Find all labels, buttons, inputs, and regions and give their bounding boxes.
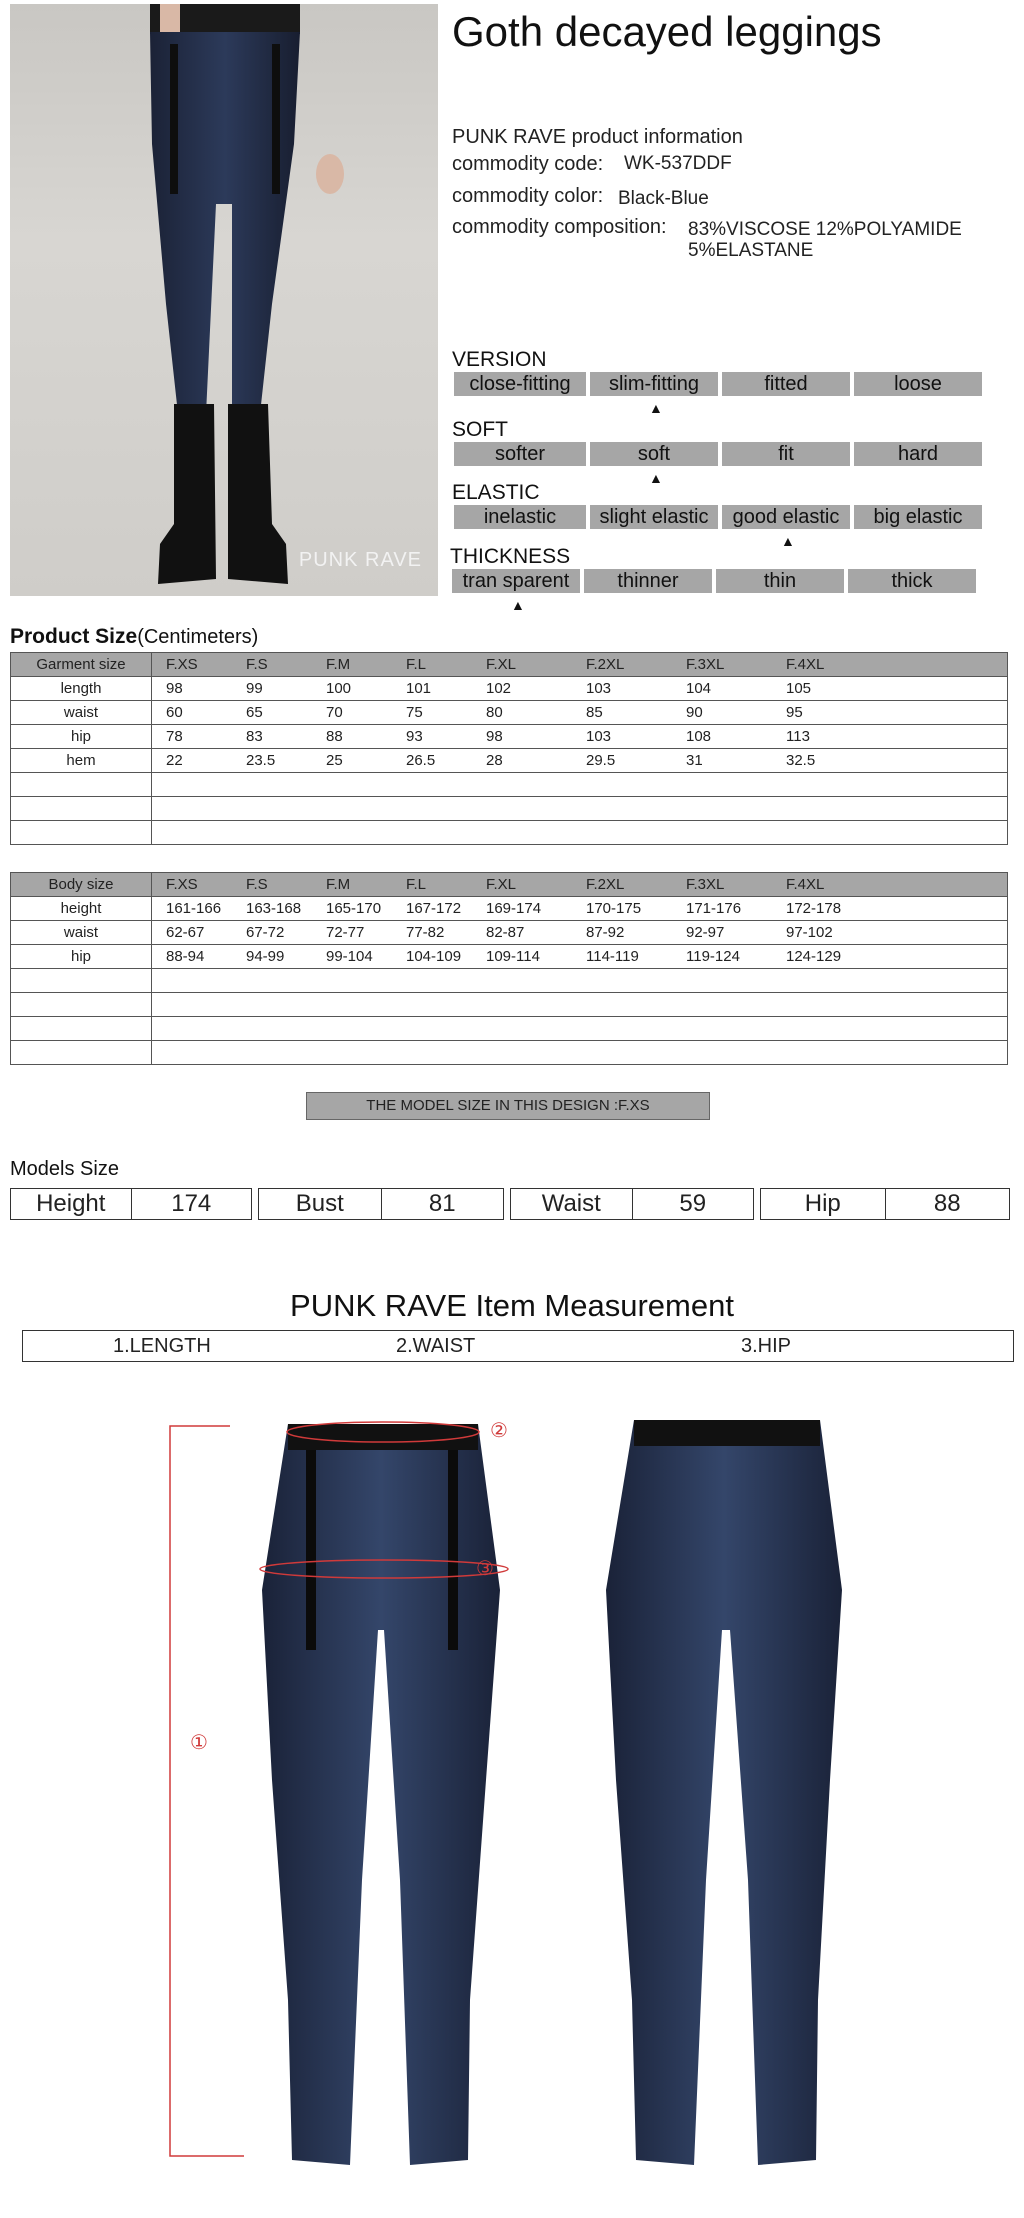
table-cell: 108 <box>686 728 712 745</box>
row-values <box>152 873 1008 897</box>
row-label: Body size <box>11 873 152 897</box>
row-label <box>11 821 152 845</box>
table-cell: 29.5 <box>586 752 616 769</box>
table-cell: 167-172 <box>406 900 462 917</box>
table-cell: 165-170 <box>326 900 382 917</box>
info-heading: PUNK RAVE product information <box>452 126 743 148</box>
row-label: hip <box>11 945 152 969</box>
row-label <box>11 773 152 797</box>
table-cell: F.M <box>326 656 351 673</box>
model-size-note: THE MODEL SIZE IN THIS DESIGN :F.XS <box>306 1092 710 1120</box>
row-values <box>152 773 1008 797</box>
model-size-bust <box>258 1188 504 1220</box>
table-cell: 105 <box>786 680 812 697</box>
table-cell: 80 <box>486 704 503 721</box>
table-cell: 67-72 <box>246 924 285 941</box>
row-values <box>152 993 1008 1017</box>
front-legging-shape <box>262 1424 500 2165</box>
row-values <box>152 945 1008 969</box>
table-cell: 169-174 <box>486 900 542 917</box>
models-size-title: Models Size <box>10 1158 119 1180</box>
table-cell: 99 <box>246 680 263 697</box>
row-values <box>152 701 1008 725</box>
table-cell: 101 <box>406 680 432 697</box>
model-size-hip <box>760 1188 1010 1220</box>
marker-hip: ③ <box>476 1558 494 1580</box>
table-cell: 90 <box>686 704 703 721</box>
row-values <box>152 969 1008 993</box>
table-cell: 104 <box>686 680 712 697</box>
product-size-title: Product Size <box>10 625 138 648</box>
table-cell: 92-97 <box>686 924 725 941</box>
table-cell: 163-168 <box>246 900 302 917</box>
model-size-label: Hip <box>761 1189 886 1219</box>
table-cell: F.XS <box>166 876 198 893</box>
table-cell: 26.5 <box>406 752 436 769</box>
scale-label-thickness: THICKNESS <box>450 545 571 568</box>
row-label <box>11 1017 152 1041</box>
hero-product-photo <box>10 4 438 596</box>
row-values <box>152 749 1008 773</box>
model-size-label: Height <box>11 1189 132 1219</box>
table-cell: 103 <box>586 728 612 745</box>
back-legging-shape <box>606 1420 842 2165</box>
table-cell: F.L <box>406 656 427 673</box>
color-value: Black-Blue <box>618 188 709 209</box>
scale-row-version <box>454 372 982 396</box>
table-row <box>11 921 1008 945</box>
scale-option: soft <box>590 442 718 466</box>
table-cell: F.2XL <box>586 876 625 893</box>
marker-length: ① <box>190 1732 208 1754</box>
table-cell: 83 <box>246 728 263 745</box>
model-size-label: Bust <box>259 1189 382 1219</box>
scale-option: good elastic <box>722 505 850 529</box>
table-row <box>11 701 1008 725</box>
table-cell: F.XL <box>486 876 517 893</box>
table-row <box>11 725 1008 749</box>
row-label <box>11 797 152 821</box>
table-cell: F.XL <box>486 656 517 673</box>
scale-option: fitted <box>722 372 850 396</box>
composition-label: commodity composition: <box>452 216 667 238</box>
scale-row-thickness <box>452 569 976 593</box>
scale-option: slight elastic <box>590 505 718 529</box>
row-label: length <box>11 677 152 701</box>
scale-option: loose <box>854 372 982 396</box>
scale-option: hard <box>854 442 982 466</box>
table-cell: F.XS <box>166 656 198 673</box>
body-size-table <box>10 872 1008 1065</box>
measurement-item-waist: 2.WAIST <box>396 1335 476 1357</box>
table-cell: 103 <box>586 680 612 697</box>
table-cell: 65 <box>246 704 263 721</box>
table-cell: 93 <box>406 728 423 745</box>
scale-option: thinner <box>584 569 712 593</box>
table-cell: 78 <box>166 728 183 745</box>
table-cell: 114-119 <box>586 948 639 965</box>
row-values <box>152 653 1008 677</box>
measurement-item-hip: 3.HIP <box>741 1335 792 1357</box>
table-cell: 171-176 <box>686 900 742 917</box>
brand-watermark: PUNK RAVE <box>298 549 422 571</box>
table-row <box>11 821 1008 845</box>
table-cell: 60 <box>166 704 183 721</box>
row-label: waist <box>11 701 152 725</box>
scale-label-elastic: ELASTIC <box>452 481 540 504</box>
table-row <box>11 1017 1008 1041</box>
scale-selected-marker: ▲ <box>781 533 795 549</box>
row-values <box>152 677 1008 701</box>
table-cell: F.4XL <box>786 876 825 893</box>
row-label <box>11 993 152 1017</box>
table-row <box>11 897 1008 921</box>
model-size-value: 81 <box>428 1190 456 1217</box>
product-size-header-row <box>11 653 1008 677</box>
table-cell: 28 <box>486 752 503 769</box>
scale-option: inelastic <box>454 505 586 529</box>
table-cell: 100 <box>326 680 352 697</box>
table-cell: 87-92 <box>586 924 625 941</box>
table-cell: 161-166 <box>166 900 222 917</box>
table-cell: 72-77 <box>326 924 365 941</box>
color-label: commodity color: <box>452 185 604 207</box>
table-cell: F.3XL <box>686 656 725 673</box>
scale-option: close-fitting <box>454 372 586 396</box>
table-cell: F.2XL <box>586 656 625 673</box>
table-cell: F.M <box>326 876 351 893</box>
row-values <box>152 1041 1008 1065</box>
scale-label-version: VERSION <box>452 348 547 371</box>
model-size-waist <box>510 1188 754 1220</box>
scale-selected-marker: ▲ <box>649 470 663 486</box>
table-cell: 113 <box>786 728 810 745</box>
table-cell: 77-82 <box>406 924 445 941</box>
table-cell: 25 <box>326 752 343 769</box>
scale-option: thick <box>848 569 976 593</box>
model-size-height <box>10 1188 252 1220</box>
code-label: commodity code: <box>452 153 604 175</box>
row-values <box>152 725 1008 749</box>
table-cell: 82-87 <box>486 924 525 941</box>
table-cell: F.S <box>246 656 268 673</box>
model-size-value: 59 <box>679 1190 707 1217</box>
model-size-value: 88 <box>933 1190 961 1217</box>
measurement-diagram <box>0 1380 1024 2180</box>
row-values <box>152 897 1008 921</box>
row-label: hip <box>11 725 152 749</box>
table-cell: F.S <box>246 876 268 893</box>
scale-option: fit <box>722 442 850 466</box>
model-size-label: Waist <box>511 1189 633 1219</box>
table-cell: 88 <box>326 728 343 745</box>
table-row <box>11 773 1008 797</box>
product-size-unit: (Centimeters) <box>137 626 259 648</box>
table-cell: 75 <box>406 704 423 721</box>
table-cell: 170-175 <box>586 900 642 917</box>
table-cell: 98 <box>166 680 183 697</box>
table-cell: 32.5 <box>786 752 816 769</box>
model-size-value: 174 <box>171 1190 212 1217</box>
marker-waist: ② <box>490 1420 508 1442</box>
scale-option: slim-fitting <box>590 372 718 396</box>
scale-option: softer <box>454 442 586 466</box>
measurement-items-bar <box>22 1330 1014 1362</box>
scale-label-soft: SOFT <box>452 418 508 441</box>
table-cell: 31 <box>686 752 703 769</box>
row-values <box>152 921 1008 945</box>
row-values <box>152 821 1008 845</box>
scale-selected-marker: ▲ <box>511 597 525 613</box>
table-row <box>11 797 1008 821</box>
scale-option: thin <box>716 569 844 593</box>
scale-option: big elastic <box>854 505 982 529</box>
table-cell: 109-114 <box>486 948 540 965</box>
row-label: hem <box>11 749 152 773</box>
table-cell: 172-178 <box>786 900 842 917</box>
table-row <box>11 969 1008 993</box>
row-label: waist <box>11 921 152 945</box>
row-values <box>152 1017 1008 1041</box>
table-cell: F.4XL <box>786 656 825 673</box>
scale-option: tran sparent <box>452 569 580 593</box>
table-row <box>11 945 1008 969</box>
table-cell: 70 <box>326 704 343 721</box>
table-cell: 119-124 <box>686 948 740 965</box>
table-row <box>11 1041 1008 1065</box>
table-cell: 124-129 <box>786 948 842 965</box>
product-size-heading <box>10 625 258 649</box>
table-cell: 23.5 <box>246 752 276 769</box>
table-cell: 102 <box>486 680 512 697</box>
table-cell: F.L <box>406 876 427 893</box>
row-values <box>152 797 1008 821</box>
table-cell: 98 <box>486 728 503 745</box>
table-cell: 85 <box>586 704 603 721</box>
table-cell: 95 <box>786 704 803 721</box>
product-size-table <box>10 652 1008 845</box>
composition-line2: 5%ELASTANE <box>688 240 814 261</box>
row-label <box>11 1041 152 1065</box>
table-row <box>11 749 1008 773</box>
table-cell: 99-104 <box>326 948 373 965</box>
table-cell: 62-67 <box>166 924 205 941</box>
scale-row-elastic <box>454 505 982 529</box>
body-size-header-row <box>11 873 1008 897</box>
product-title: Goth decayed leggings <box>452 8 882 55</box>
table-cell: 97-102 <box>786 924 833 941</box>
model-illustration <box>10 4 438 596</box>
measurement-item-length: 1.LENGTH <box>113 1335 211 1357</box>
code-value: WK-537DDF <box>624 153 732 174</box>
measurement-title: PUNK RAVE Item Measurement <box>290 1288 734 1323</box>
table-cell: 22 <box>166 752 183 769</box>
scale-selected-marker: ▲ <box>649 400 663 416</box>
row-label: height <box>11 897 152 921</box>
table-cell: 104-109 <box>406 948 462 965</box>
table-cell: 94-99 <box>246 948 285 965</box>
table-cell: 88-94 <box>166 948 205 965</box>
table-row <box>11 993 1008 1017</box>
table-row <box>11 677 1008 701</box>
row-label: Garment size <box>11 653 152 677</box>
scale-row-soft <box>454 442 982 466</box>
composition-line1: 83%VISCOSE 12%POLYAMIDE <box>688 219 962 240</box>
row-label <box>11 969 152 993</box>
table-cell: F.3XL <box>686 876 725 893</box>
